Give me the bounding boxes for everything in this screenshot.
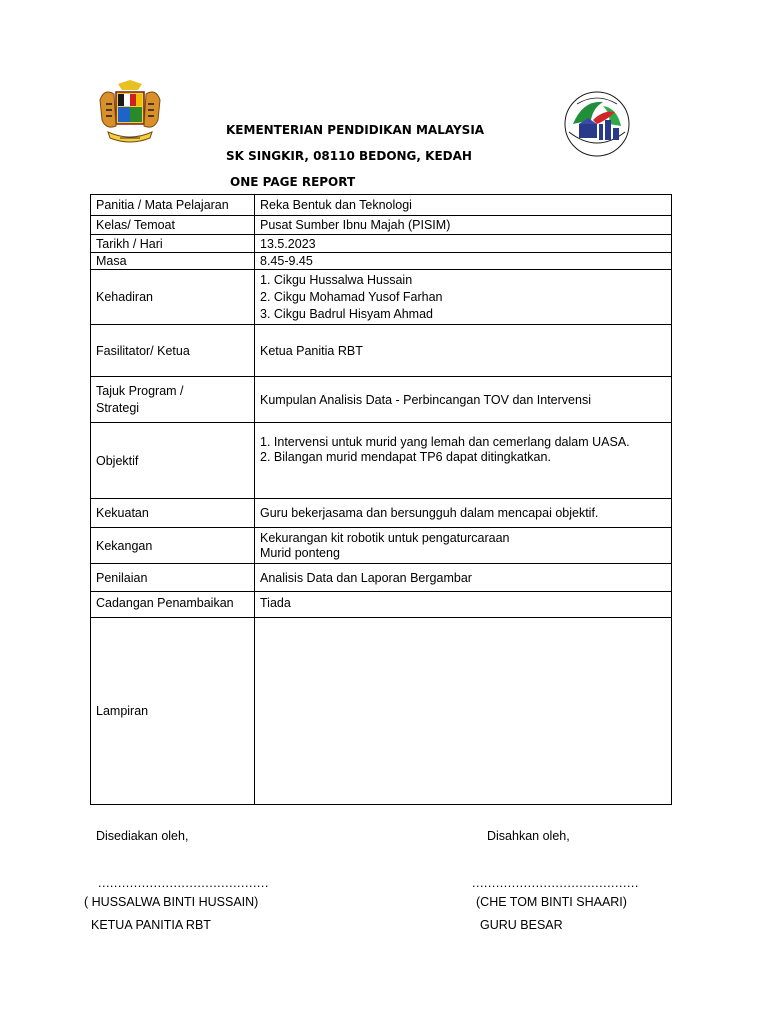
table-row: [91, 618, 672, 805]
signature-line-right: ..........................................: [472, 876, 639, 890]
row-value: 8.45-9.45: [255, 253, 672, 270]
table-row: [91, 528, 672, 564]
table-row: [91, 195, 672, 216]
table-row: [91, 377, 672, 423]
attendee-item: 1. Cikgu Hussalwa Hussain: [260, 272, 413, 287]
row-label: Fasilitator/ Ketua: [91, 325, 255, 377]
row-label: Cadangan Penambaikan: [91, 592, 255, 618]
row-value: Ketua Panitia RBT: [255, 325, 672, 377]
row-label: Kehadiran: [91, 270, 255, 325]
row-value: Kumpulan Analisis Data - Perbincangan TOV dan Intervensi: [255, 377, 672, 423]
attachment-area: [255, 618, 672, 805]
row-label: Penilaian: [91, 564, 255, 592]
label-line: Strategi: [96, 400, 140, 415]
row-label: Lampiran: [91, 618, 255, 805]
attendee-item: 2. Cikgu Mohamad Yusof Farhan: [260, 289, 443, 304]
prepared-by-caption: Disediakan oleh,: [96, 829, 189, 843]
objective-item: 2. Bilangan murid mendapat TP6 dapat ditingkatkan.: [260, 450, 551, 464]
label-line: Tajuk Program /: [96, 383, 184, 398]
signature-line-left: ...........................................: [98, 876, 269, 890]
row-value: [255, 528, 672, 564]
ministry-title: KEMENTERIAN PENDIDIKAN MALAYSIA: [226, 123, 485, 137]
school-logo: [563, 90, 631, 158]
row-value: Analisis Data dan Laporan Bergambar: [255, 564, 672, 592]
row-label: Masa: [91, 253, 255, 270]
table-row: [91, 564, 672, 592]
table-row: [91, 325, 672, 377]
objective-item: 1. Intervensi untuk murid yang lemah dan cemerlang dalam UASA.: [260, 435, 630, 449]
row-value: 13.5.2023: [255, 235, 672, 253]
table-row: [91, 216, 672, 235]
row-value: Reka Bentuk dan Teknologi: [255, 195, 672, 216]
row-value: [255, 423, 672, 499]
table-row: [91, 592, 672, 618]
report-header: [226, 117, 484, 195]
preparer-name: ( HUSSALWA BINTI HUSSAIN): [84, 895, 259, 909]
row-label: Tarikh / Hari: [91, 235, 255, 253]
table-row: [91, 270, 672, 325]
row-value: Pusat Sumber Ibnu Majah (PISIM): [255, 216, 672, 235]
approver-title: GURU BESAR: [480, 918, 563, 932]
table-row: [91, 235, 672, 253]
coat-of-arms-logo: [98, 80, 162, 148]
constraint-item: Murid ponteng: [260, 545, 340, 560]
constraint-item: Kekurangan kit robotik untuk pengaturcaraan: [260, 530, 510, 545]
table-row: [91, 423, 672, 499]
school-address: SK SINGKIR, 08110 BEDONG, KEDAH: [226, 149, 472, 163]
row-label: Kekuatan: [91, 499, 255, 528]
row-value: Tiada: [255, 592, 672, 618]
approver-name: (CHE TOM BINTI SHAARI): [476, 895, 627, 909]
table-row: [91, 253, 672, 270]
report-table: [90, 194, 672, 805]
attendee-item: 3. Cikgu Badrul Hisyam Ahmad: [260, 306, 433, 321]
row-value: [255, 270, 672, 325]
row-label: [91, 377, 255, 423]
row-label: Kekangan: [91, 528, 255, 564]
row-label: Objektif: [91, 423, 255, 499]
row-label: Kelas/ Temoat: [91, 216, 255, 235]
approved-by-caption: Disahkan oleh,: [487, 829, 570, 843]
row-label: Panitia / Mata Pelajaran: [91, 195, 255, 216]
report-title: ONE PAGE REPORT: [230, 175, 356, 189]
row-value: Guru bekerjasama dan bersungguh dalam mencapai objektif.: [255, 499, 672, 528]
table-row: [91, 499, 672, 528]
preparer-title: KETUA PANITIA RBT: [91, 918, 211, 932]
